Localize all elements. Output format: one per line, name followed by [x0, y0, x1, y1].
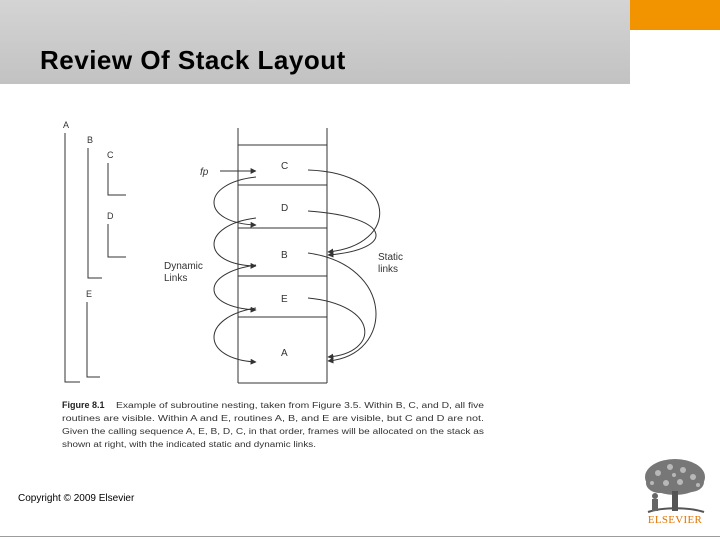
frame-label-d: D	[281, 203, 289, 214]
nesting-label-e: E	[86, 289, 93, 299]
footer-rule	[0, 536, 720, 537]
stack-layout-figure	[60, 115, 500, 460]
caption-line-3: Given the calling sequence A, E, B, D, C, in that order, frames will be allocated on the stack as	[62, 427, 484, 436]
slide-title: Review Of Stack Layout	[40, 45, 346, 75]
nesting-label-a: A	[63, 120, 70, 130]
frame-label-e: E	[281, 294, 288, 305]
elsevier-wordmark: ELSEVIER	[647, 514, 703, 526]
nesting-label-c: C	[107, 150, 114, 160]
elsevier-tree-icon	[638, 455, 712, 515]
dynamic-links-label-line2: Links	[164, 273, 188, 284]
caption-line-2: routines are visible. Within A and E, routines A, B, and E are visible, but C and D are not.	[62, 414, 485, 423]
frame-label-c: C	[281, 161, 289, 172]
accent-block	[630, 0, 720, 30]
frame-label-a: A	[281, 348, 288, 359]
figure-svg	[60, 115, 500, 460]
caption-line-1: Example of subroutine nesting, taken from Figure 3.5. Within B, C, and D, all five	[116, 401, 485, 410]
fp-label: fp	[200, 167, 209, 178]
dynamic-link-arrows	[214, 177, 256, 362]
static-links-label-line1: Static	[378, 252, 404, 263]
nesting-label-b: B	[87, 135, 94, 145]
nesting-brackets	[65, 133, 126, 382]
nesting-label-d: D	[107, 211, 114, 221]
frame-label-b: B	[281, 250, 288, 261]
copyright-notice: Copyright © 2009 Elsevier	[18, 493, 135, 504]
caption-number: Figure 8.1	[62, 400, 105, 410]
caption-line-4: shown at right, with the indicated static and dynamic links.	[62, 440, 316, 449]
static-link-arrows	[308, 170, 380, 361]
dynamic-links-label-line1: Dynamic	[164, 261, 203, 272]
static-links-label-line2: links	[378, 264, 399, 275]
